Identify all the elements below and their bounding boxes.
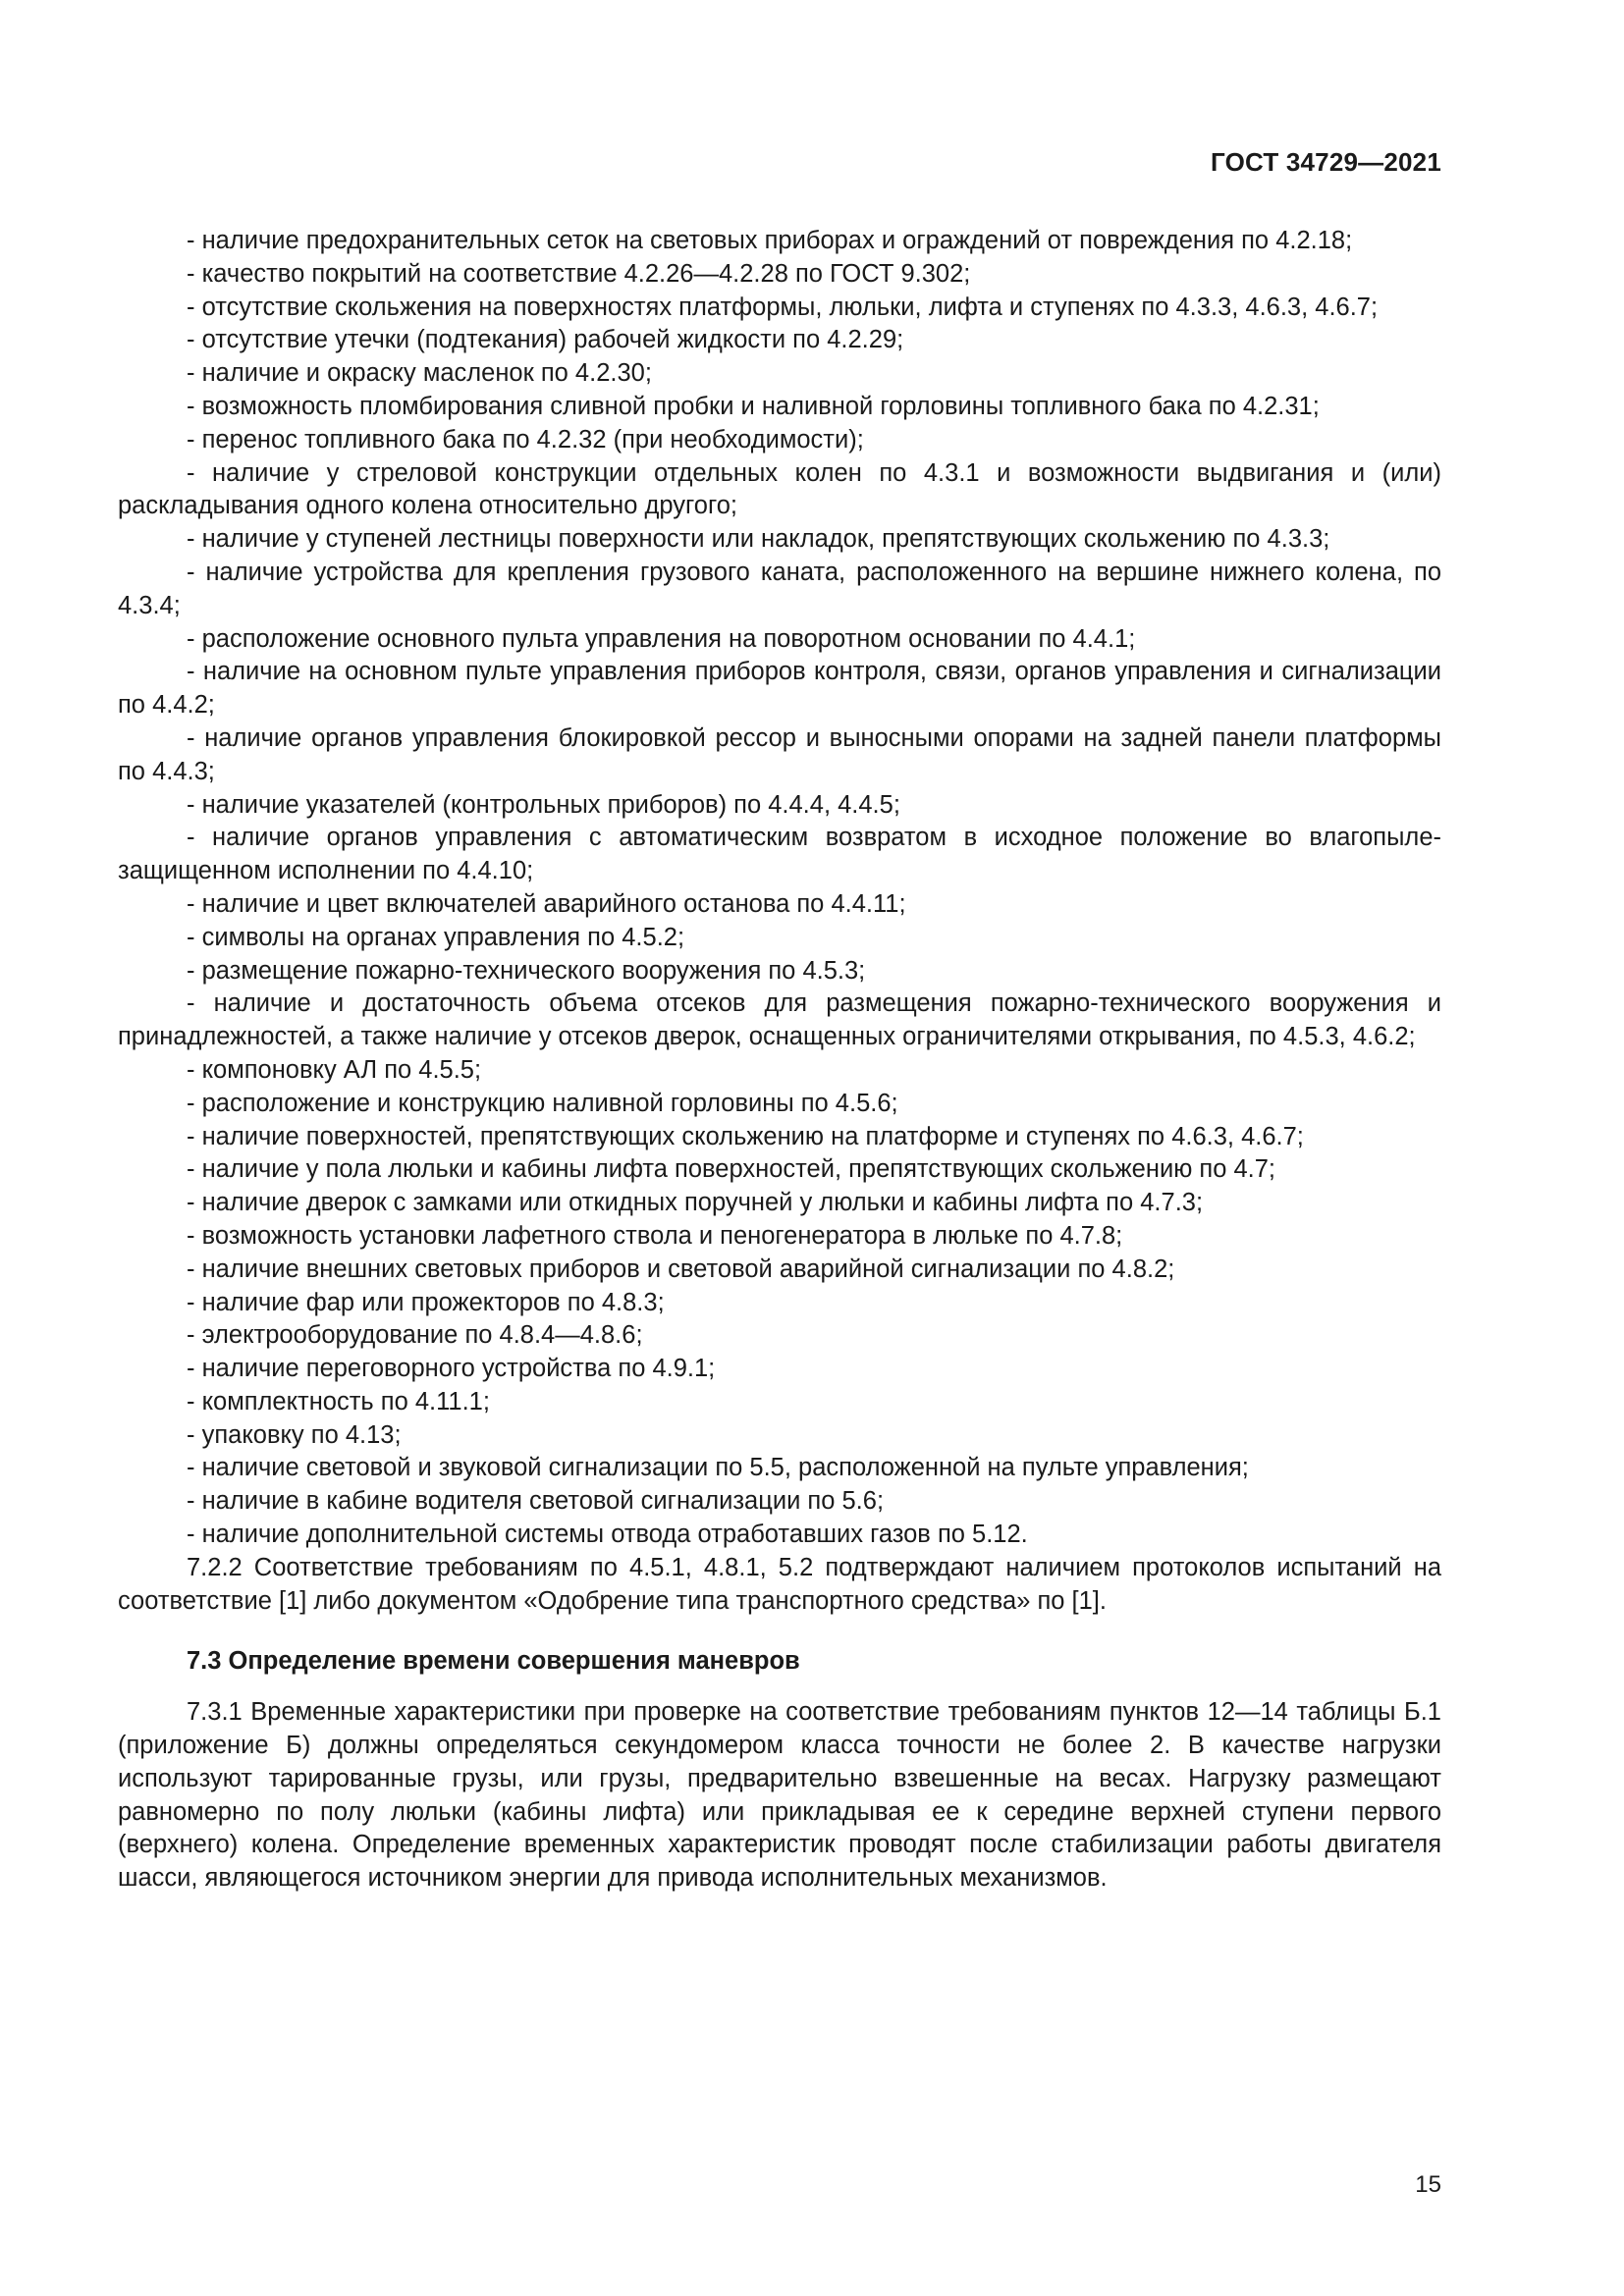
list-item: - размещение пожарно-технического вооружения по 4.5.3; (187, 956, 866, 985)
list-item: - качество покрытий на соответствие 4.2.26—4.2.28 по ГОСТ 9.302; (187, 259, 971, 288)
list-item: - электрооборудование по 4.8.4—4.8.6; (187, 1321, 643, 1350)
list-item: - отсутствие утечки (подтекания) рабочей жидкости по 4.2.29; (187, 326, 904, 354)
list-item: - наличие у стреловой конструкции отдельных колен по 4.3.1 и возможности выдвигания и (или) раскладывания одного колена относительно другого; (118, 458, 1441, 520)
list-item: - упаковку по 4.13; (187, 1420, 402, 1449)
list-item: - наличие предохранительных сеток на световых приборах и ограждений от повреждения по 4.2.18; (187, 227, 1353, 254)
document-body (118, 225, 1441, 1896)
list-item: - наличие у ступеней лестницы поверхности или накладок, препятствующих скольжению по 4.3.3; (187, 525, 1330, 554)
list-item: - наличие органов управления блокировкой рессор и выносными опорами на задней панели платформы по 4.4.3; (118, 723, 1441, 785)
list-item: - наличие и достаточность объема отсеков для размещения пожарно-технического вооружения и принадлежностей, а также наличие у отсеков дверок, оснащенных ограничителями открывания, по 4.5.3, 4.6.2; (118, 989, 1441, 1051)
list-item: - наличие дополнительной системы отвода отработавших газов по 5.12. (187, 1521, 1028, 1549)
list-item: - наличие в кабине водителя световой сигнализации по 5.6; (187, 1487, 885, 1516)
list-item: - символы на органах управления по 4.5.2; (187, 923, 685, 951)
list-item: - расположение основного пульта управления на поворотном основании по 4.4.1; (187, 624, 1136, 653)
list-item: - наличие поверхностей, препятствующих скольжению на платформе и ступенях по 4.6.3, 4.6.7; (187, 1122, 1304, 1150)
list-item: - наличие световой и звуковой сигнализации по 5.5, расположенной на пульте управления; (187, 1454, 1249, 1482)
list-item: - наличие переговорного устройства по 4.9.1; (187, 1355, 716, 1383)
list-item: - наличие устройства для крепления грузового каната, расположенного на вершине нижнего колена, по 4.3.4; (118, 558, 1441, 619)
list-item: - наличие фар или прожекторов по 4.8.3; (187, 1288, 665, 1316)
list-item: - расположение и конструкцию наливной горловины по 4.5.6; (187, 1089, 898, 1117)
list-item: - наличие и окраску масленок по 4.2.30; (187, 359, 652, 388)
list-item: - перенос топливного бака по 4.2.32 (при необходимости); (187, 425, 864, 454)
section-heading: 7.3 Определение времени совершения маневров (187, 1647, 800, 1676)
list-item: - компоновку АЛ по 4.5.5; (187, 1055, 482, 1084)
list-item: - комплектность по 4.11.1; (187, 1387, 490, 1415)
list-item: - наличие указателей (контрольных приборов) по 4.4.4, 4.4.5; (187, 790, 900, 819)
clause-paragraph: 7.2.2 Соответствие требованиям по 4.5.1, 4.8.1, 5.2 подтверждают наличием протоколов испытаний на соответствие [1] либо документом «Одобрение типа транспортного средства» по [1]. (118, 1553, 1441, 1615)
list-item: - наличие внешних световых приборов и световой аварийной сигнализации по 4.8.2; (187, 1255, 1175, 1283)
list-item: - наличие на основном пульте управления приборов контроля, связи, органов управления и сигнализации по 4.4.2; (118, 658, 1441, 720)
list-item: - наличие у пола люльки и кабины лифта поверхностей, препятствующих скольжению по 4.7; (187, 1155, 1276, 1184)
document-id-header: ГОСТ 34729—2021 (1211, 147, 1441, 177)
list-item: - наличие и цвет включателей аварийного останова по 4.4.11; (187, 889, 906, 918)
list-item: - наличие дверок с замками или откидных поручней у люльки и кабины лифта по 4.7.3; (187, 1189, 1204, 1217)
clause-paragraph: 7.3.1 Временные характеристики при проверке на соответствие требованиям пунктов 12—14 таблицы Б.1 (приложение Б) должны определяться секундомером класса точности не более 2. В качестве нагрузки используют тарированные грузы, или грузы, предварительно взвешенные на весах. Нагрузку размещают равномерно по полу люльки (кабины лифта) или прикладывая ее к середине верхней ступени первого (верхнего) колена. Определение временных характеристик проводят после стабилизации работы двигателя шасси, являющегося источником энергии для привода исполнительных механизмов. (118, 1698, 1441, 1893)
list-item: - отсутствие скольжения на поверхностях платформы, люльки, лифта и ступенях по 4.3.3, 4.6.3, 4.6.7; (187, 293, 1379, 321)
list-item: - возможность пломбирования сливной пробки и наливной горловины топливного бака по 4.2.31; (187, 392, 1320, 420)
list-item: - возможность установки лафетного ствола и пеногенератора в люльке по 4.7.8; (187, 1221, 1123, 1250)
page-number: 15 (1415, 2171, 1441, 2198)
list-item: - наличие органов управления с автоматическим возвратом в исходное положение во влагопылезащищенном исполнении по 4.4.10; (118, 824, 1441, 885)
